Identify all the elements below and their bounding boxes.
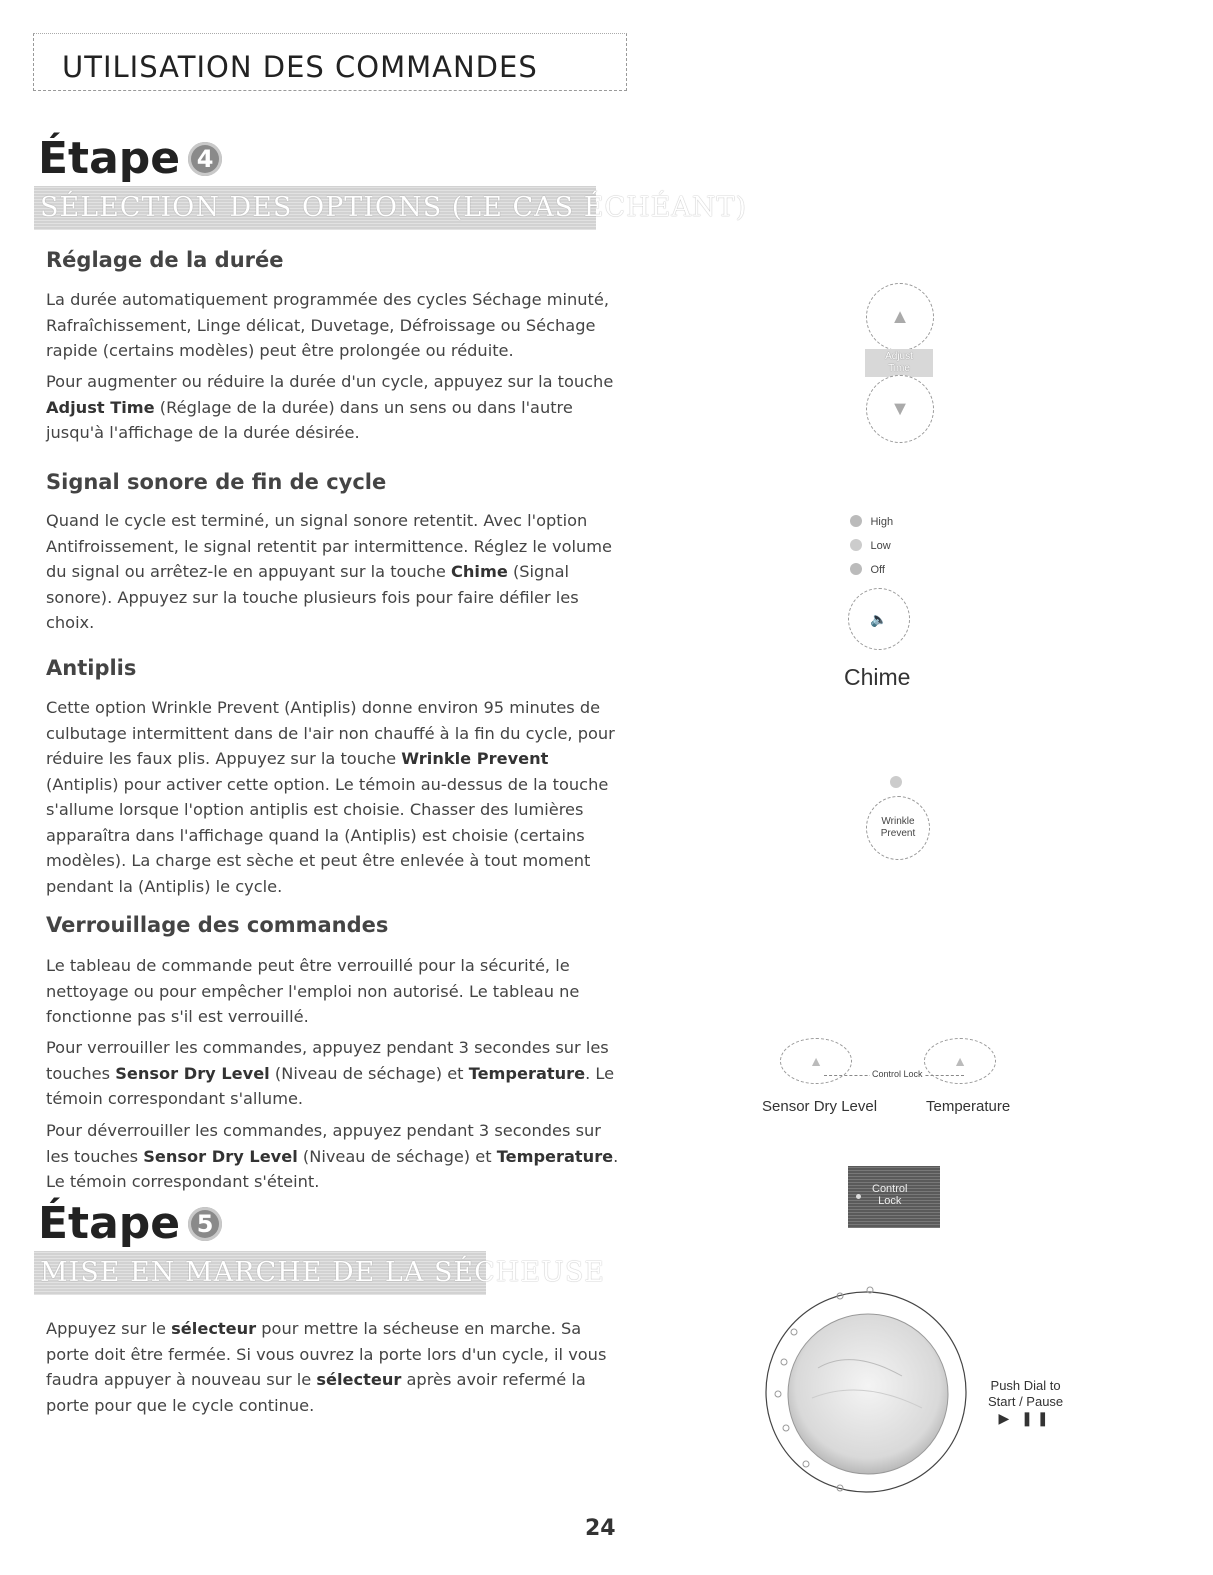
arrow-down-icon: ▼ [890, 397, 910, 420]
para-antiplis: Cette option Wrinkle Prevent (Antiplis) donne environ 95 minutes de culbutage intermittent dans de l'air non chauffé à la fin du cycle, pour réduire les faux plis. Appuyez sur la touche Wrinkle Prevent (Antiplis) pour activer cette option. Le témoin au-dessus de la touche s'allume lorsque l'option antiplis est choisie. Chasser des lumières apparaîtra dans l'affichage quand la (Antiplis) est choisie (certains modèles). La charge est sèche et peut être enlevée à tout moment pendant la (Antiplis) le cycle. [46, 698, 615, 896]
step5-banner: MISE EN MARCHE DE LA SÉCHEUSE [34, 1251, 486, 1295]
adjust-time-label: Adjust Time [865, 349, 933, 377]
sensor-dry-level-button[interactable] [780, 1038, 852, 1084]
indicator-light-icon [856, 1194, 861, 1199]
wrinkle-prevent-illustration [860, 776, 940, 886]
para-verrouillage-1: Le tableau de commande peut être verrouillé pour la sécurité, le nettoyage ou pour empêcher l'emploi non autorisé. Le tableau ne fonctionne pas s'il est verrouillé. [46, 956, 580, 1026]
para-verrouillage-2: Pour verrouiller les commandes, appuyez pendant 3 secondes sur les touches Sensor Dry Level (Niveau de séchage) et Temperature. Le témoin correspondant s'allume. [46, 1038, 615, 1108]
control-lock-pair-illustration [762, 1035, 1032, 1125]
step5-number: 5 [188, 1207, 222, 1241]
heading-verrouillage: Verrouillage des commandes [46, 913, 389, 937]
control-lock-indicator[interactable]: Control Lock [848, 1166, 940, 1228]
chime-level-high: High [850, 512, 893, 530]
para-duree-2: Pour augmenter ou réduire la durée d'un cycle, appuyez sur la touche Adjust Time (Réglage de la durée) dans un sens ou dans l'autre jusqu'à l'affichage de la durée désirée. [46, 372, 614, 442]
adjust-time-illustration [860, 283, 940, 443]
play-pause-icon: ▶ ❚❚ [998, 1410, 1053, 1426]
step5-label: Étape [38, 1198, 181, 1249]
para-verrouillage-3: Pour déverrouiller les commandes, appuyez pendant 3 secondes sur les touches Sensor Dry Level (Niveau de séchage) et Temperature. Le témoin correspondant s'éteint. [46, 1121, 619, 1191]
step4-banner: SÉLECTION DES OPTIONS (LE CAS ÉCHÉANT) [34, 186, 596, 230]
para-duree-1: La durée automatiquement programmée des cycles Séchage minuté, Rafraîchissement, Linge délicat, Duvetage, Défroissage ou Séchage rapide (certains modèles) peut être prolongée ou réduite. [46, 290, 610, 360]
chime-illustration [838, 508, 958, 698]
page-title: UTILISATION DES COMMANDES [62, 50, 538, 84]
indicator-light-icon [850, 539, 862, 551]
temperature-caption: Temperature [926, 1098, 1011, 1115]
arrow-up-icon: ▲ [890, 305, 910, 328]
dial-label: Push Dial to Start / Pause ▶ ❚❚ [988, 1378, 1064, 1426]
dial-knob[interactable] [762, 1278, 974, 1506]
speaker-icon: 🔈 [870, 610, 888, 627]
adjust-down-button[interactable] [866, 375, 934, 443]
control-lock-connector-label: Control Lock [872, 1069, 923, 1079]
chime-level-off: Off [850, 560, 885, 578]
step4-number: 4 [188, 142, 222, 176]
heading-signal: Signal sonore de fin de cycle [46, 470, 387, 494]
step5-title [38, 1198, 222, 1249]
step4-title [38, 133, 222, 184]
chime-caption: Chime [844, 664, 911, 690]
arrow-up-icon: ▲ [809, 1053, 823, 1069]
sensor-dry-level-caption: Sensor Dry Level [762, 1098, 878, 1115]
step4-label: Étape [38, 133, 181, 184]
chime-level-low: Low [850, 536, 891, 554]
chime-button[interactable] [848, 588, 910, 650]
arrow-up-icon: ▲ [953, 1053, 967, 1069]
indicator-light-icon [850, 563, 862, 575]
adjust-up-button[interactable] [866, 283, 934, 351]
para-step5: Appuyez sur le sélecteur pour mettre la sécheuse en marche. Sa porte doit être fermée. Si vous ouvrez la porte lors d'un cycle, il vous faudra appuyer à nouveau sur le sélecteur après avoir refermé la porte pour que le cycle continue. [46, 1319, 607, 1415]
page-number: 24 [585, 1516, 616, 1541]
heading-antiplis: Antiplis [46, 656, 137, 680]
indicator-light-icon [890, 776, 902, 788]
para-signal: Quand le cycle est terminé, un signal sonore retentit. Avec l'option Antifroissement, le signal retentit par intermittence. Réglez le volume du signal ou arrêtez-le en appuyant sur la touche Chime (Signal sonore). Appuyez sur la touche plusieurs fois pour faire défiler les choix. [46, 511, 612, 632]
indicator-light-icon [850, 515, 862, 527]
heading-duree: Réglage de la durée [46, 248, 284, 272]
dial-illustration [762, 1278, 1092, 1508]
temperature-button[interactable] [924, 1038, 996, 1084]
wrinkle-prevent-button[interactable]: Wrinkle Prevent [866, 796, 930, 860]
